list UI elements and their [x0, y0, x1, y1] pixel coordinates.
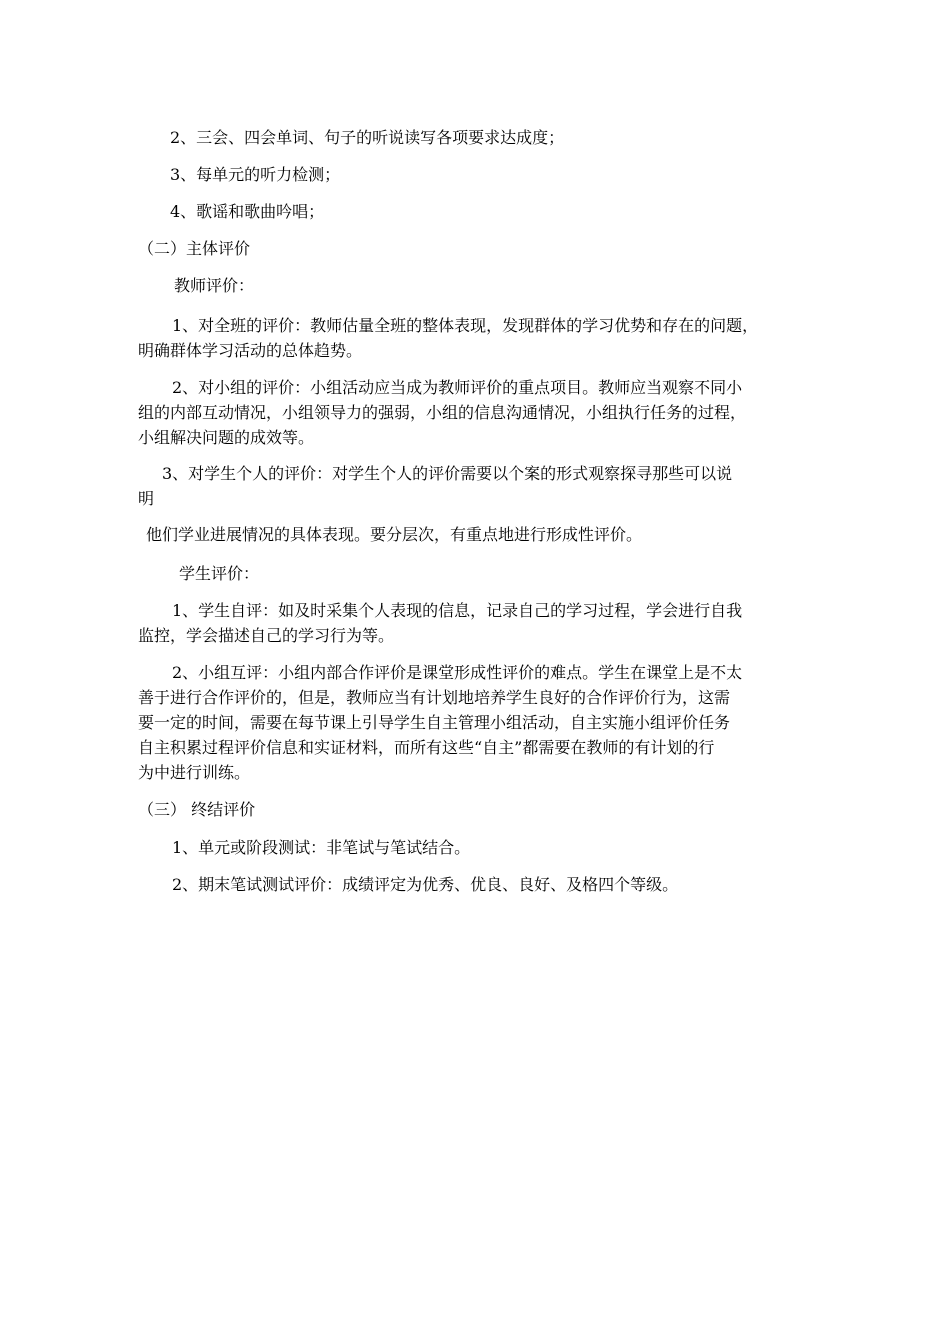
text-line: 明: [138, 489, 155, 508]
subheading: 教师评价：: [174, 276, 255, 295]
paragraph-individual: [138, 461, 843, 511]
text-line: 自主积累过程评价信息和实证材料，而所有这些“自主”都需要在教师的有计划的行: [138, 738, 715, 757]
item-4-songs: [170, 199, 875, 224]
text-line: 要一定的时间，需要在每节课上引导学生自主管理小组活动，自主实施小组评价任务: [138, 713, 731, 732]
item-final-exam: [172, 872, 877, 897]
text-line: 监控，学会描述自己的学习行为等。: [138, 626, 395, 645]
text-line: 1、单元或阶段测试：非笔试与笔试结合。: [172, 838, 471, 857]
subheading: 学生评价：: [179, 564, 260, 583]
text-line: 3、对学生个人的评价：对学生个人的评价需要以个案的形式观察探寻那些可以说: [162, 464, 733, 483]
text-line: 2、对小组的评价：小组活动应当成为教师评价的重点项目。教师应当观察不同小: [172, 378, 743, 397]
section-heading: （二）主体评价: [138, 239, 251, 258]
section-heading-subject-evaluation: [138, 236, 843, 261]
text-line: 组的内部互动情况，小组领导力的强弱，小组的信息沟通情况，小组执行任务的过程，: [138, 403, 747, 422]
text-line: 善于进行合作评价的，但是，教师应当有计划地培养学生良好的合作评价行为，这需: [138, 688, 731, 707]
text-line: 小组解决问题的成效等。: [138, 428, 315, 447]
text-line: 4、歌谣和歌曲吟唱；: [170, 202, 325, 221]
subheading-teacher-evaluation: [174, 273, 879, 298]
text-line: 明确群体学习活动的总体趋势。: [138, 341, 363, 360]
text-line: 1、学生自评：如及时采集个人表现的信息，记录自己的学习过程，学会进行自我: [172, 601, 743, 620]
item-2-listening-speaking: [170, 125, 875, 150]
paragraph-whole-class: [138, 313, 843, 363]
text-line: 2、期末笔试测试评价：成绩评定为优秀、优良、良好、及格四个等级。: [172, 875, 679, 894]
text-line: 1、对全班的评价：教师估量全班的整体表现，发现群体的学习优势和存在的问题，: [172, 316, 759, 335]
text-line: 3、每单元的听力检测；: [170, 165, 341, 184]
paragraph-individual-continued: [146, 522, 851, 547]
item-unit-test: [172, 835, 877, 860]
section-heading: （三） 终结评价: [138, 800, 256, 819]
paragraph-self-evaluation: [138, 598, 843, 648]
paragraph-group: [138, 375, 843, 450]
text-line: 为中进行训练。: [138, 763, 251, 782]
paragraph-peer-evaluation: [138, 660, 843, 785]
item-3-listening-test: [170, 162, 875, 187]
text-line: 2、小组互评：小组内部合作评价是课堂形成性评价的难点。学生在课堂上是不太: [172, 663, 743, 682]
text-line: 2、三会、四会单词、句子的听说读写各项要求达成度；: [170, 128, 565, 147]
subheading-student-evaluation: [179, 561, 884, 586]
section-heading-final-evaluation: [138, 797, 843, 822]
text-line: 他们学业进展情况的具体表现。要分层次，有重点地进行形成性评价。: [146, 525, 643, 544]
